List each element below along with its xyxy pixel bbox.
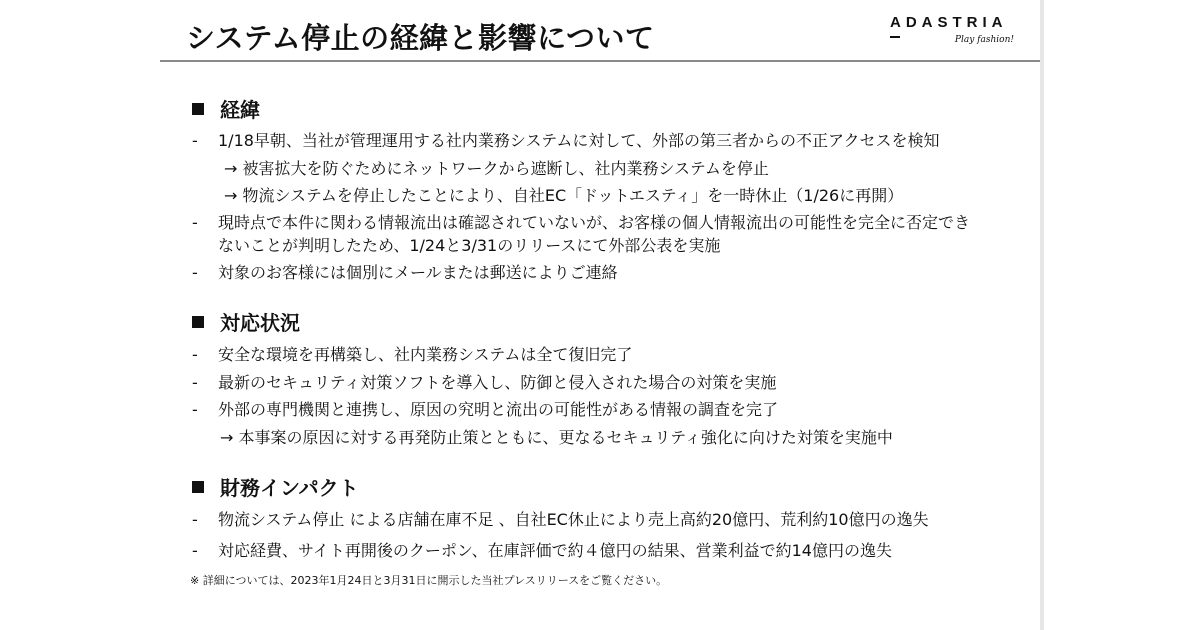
logo-tagline: Play fashion! [954,35,1014,45]
section-title: 財務インパクト [220,476,359,500]
section-title: 経緯 [220,98,260,122]
dash-bullet: - [192,345,198,364]
dash-bullet: - [192,131,198,150]
page-title: システム停止の経緯と影響について [186,21,655,55]
list-item-text: 対象のお客様には個別にメールまたは郵送によりご連絡 [218,263,618,282]
dash-bullet: - [192,400,198,419]
list-item [192,397,778,420]
list-item [192,128,940,151]
square-bullet-icon [192,103,204,115]
logo-accent-bar [890,36,900,38]
list-item-text: 現時点で本件に関わる情報流出は確認されていないが、お客様の個人情報流出の可能性を完全に否定でき [218,213,971,232]
dash-bullet: - [192,263,198,282]
list-item-text: 安全な環境を再構築し、社内業務システムは全て復旧完了 [218,345,633,364]
section-heading-status [192,307,300,336]
dash-bullet: - [192,510,198,529]
section-title: 対応状況 [220,311,300,335]
square-bullet-icon [192,316,204,328]
list-item [192,507,929,530]
list-item-text: 外部の専門機関と連携し、原因の究明と流出の可能性がある情報の調査を完了 [218,400,779,419]
list-item [192,342,632,365]
list-subitem: → 被害拡大を防ぐためにネットワークから遮断し、社内業務システムを停止 [224,159,769,178]
list-item-text: 最新のセキュリティ対策ソフトを導入し、防御と侵入された場合の対策を実施 [218,373,777,392]
list-item [192,260,618,283]
list-item [192,538,892,561]
logo-wordmark: ADASTRIA [890,14,1008,31]
square-bullet-icon [192,481,204,493]
slide-edge-divider [1040,0,1044,630]
slide [160,0,1040,630]
title-divider [160,60,1040,62]
list-item [192,210,970,233]
list-subitem: → 本事案の原因に対する再発防止策とともに、更なるセキュリティ強化に向けた対策を実施中 [220,428,893,447]
list-item-text: 物流システム停止 による店舗在庫不足 、自社EC休止により売上高約20億円、荒利約10億円の逸失 [218,510,929,529]
dash-bullet: - [192,541,198,560]
dash-bullet: - [192,373,198,392]
list-item [192,370,776,393]
list-item-continuation: ないことが判明したため、1/24と3/31のリリースにて外部公表を実施 [218,236,721,255]
list-item-text: 1/18早朝、当社が管理運用する社内業務システムに対して、外部の第三者からの不正アクセスを検知 [218,131,940,150]
company-logo [890,14,1020,50]
section-heading-background [192,94,260,123]
list-subitem: → 物流システムを停止したことにより、自社EC「ドットエスティ」を一時休止（1/26に再開） [224,186,904,205]
footnote: ※ 詳細については、2023年1月24日と3月31日に開示した当社プレスリリースをご覧ください。 [190,574,668,587]
list-item-text: 対応経費、サイト再開後のクーポン、在庫評価で約４億円の結果、営業利益で約14億円の逸失 [218,541,892,560]
dash-bullet: - [192,213,198,232]
section-heading-financial-impact [192,472,359,501]
